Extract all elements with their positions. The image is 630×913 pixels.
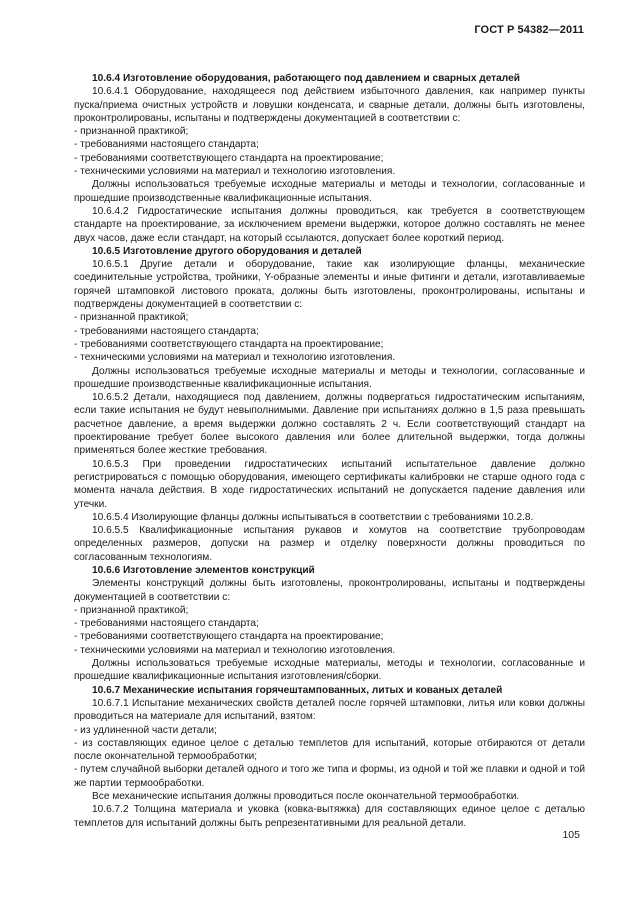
list-item: - требованиями настоящего стандарта;: [74, 139, 259, 151]
document-code-header: ГОСТ Р 54382—2011: [474, 24, 584, 36]
body-paragraph: Должны использоваться требуемые исходные материалы и методы и технологии, согласованные и прошедшие производственные квалификационные испытания.: [74, 365, 585, 390]
body-paragraph: 10.6.7.1 Испытание механических свойств деталей после горячей штамповки, литья или ковки должны проводиться на материале для испытаний, взятом:: [74, 697, 585, 723]
body-paragraph: Должны использоваться требуемые исходные материалы и методы и технологии, согласованные и прошедшие производственные квалификационные испытания.: [74, 179, 585, 204]
document-body: [74, 72, 585, 830]
list-item: - техническими условиями на материал и технологию изготовления.: [74, 352, 396, 364]
list-item: - требованиями настоящего стандарта;: [74, 618, 259, 630]
body-paragraph: 10.6.5.2 Детали, находящиеся под давлением, должны подвергаться гидростатическим испытаниям, если такие испытания не будут невыполнимыми. Давление при испытаниях должно в 1,5 раза превышать расчетное давление, а время выдержки должно составлять 2 ч. Если соответствующий стандарт на проектирование требует более высокого давления или более длительной выдержки, тогда должны применяться более жесткие требования.: [74, 392, 585, 457]
list-item: - требованиями настоящего стандарта;: [74, 325, 259, 337]
list-item: - техническими условиями на материал и технологию изготовления.: [74, 644, 396, 656]
list-item: - требованиями соответствующего стандарта на проектирование;: [74, 338, 384, 350]
list-item: - техническими условиями на материал и технологию изготовления.: [74, 166, 396, 178]
list-item: - путем случайной выборки деталей одного и того же типа и формы, из одной и той же плавки и одной и той же партии термообработки.: [74, 764, 585, 789]
body-paragraph: 10.6.4.2 Гидростатические испытания должны проводиться, как требуется в соответствующем стандарте на проектирование, за исключением времени выдержки, которое должно составлять не менее двух часов, даже если стандарт, на который ссылаются, допускает более короткий период.: [74, 205, 585, 244]
page-number: 105: [562, 829, 580, 841]
list-item: - признанной практикой;: [74, 312, 189, 324]
list-item: - из составляющих единое целое с деталью темплетов для испытаний, которые отбираются от детали после окончательной термообработки;: [74, 737, 585, 763]
body-paragraph: 10.6.5.3 При проведении гидростатических испытаний испытательное давление должно регистрироваться с помощью оборудования, имеющего сертификаты калибровки не старше одного года с момента начала действия. В ходе гидростатических испытаний не допускается падение давления или утечки.: [74, 458, 585, 510]
body-paragraph: Элементы конструкций должны быть изготовлены, проконтролированы, испытаны и подтверждены документацией в соответствии с:: [74, 578, 585, 603]
body-paragraph: Должны использоваться требуемые исходные материалы, методы и технологии, согласованные и прошедшие квалификационные испытания изготовления/сборки.: [74, 658, 585, 683]
body-paragraph: 10.6.7.2 Толщина материала и уковка (ковка-вытяжка) для составляющих единое целое с деталью темплетов для испытаний должны быть репрезентативными для реальной детали.: [74, 804, 585, 829]
list-item: - требованиями соответствующего стандарта на проектирование;: [74, 631, 384, 643]
body-paragraph: 10.6.5.1 Другие детали и оборудование, такие как изолирующие фланцы, механические соединительные устройства, тройники, Y-образные элементы и иные фитинги и детали, изготавливаемые горячей штамповкой листового проката, должны быть изготовлены, проконтролированы, испытаны и подтверждены документацией в соответствии с:: [74, 259, 585, 311]
body-paragraph: 10.6.5.5 Квалификационные испытания рукавов и хомутов на соответствие трубопроводам определенных размеров, допуски на размер и отделку поверхности должны проводиться по согласованным технологиям.: [74, 525, 585, 563]
list-item: - признанной практикой;: [74, 604, 189, 616]
body-paragraph: Все механические испытания должны проводиться после окончательной термообработки.: [92, 791, 520, 803]
section-heading: 10.6.7 Механические испытания горячештампованных, литых и кованых деталей: [92, 684, 503, 696]
list-item: - признанной практикой;: [74, 126, 189, 138]
section-heading: 10.6.4 Изготовление оборудования, работающего под давлением и сварных деталей: [92, 73, 520, 84]
list-item: - требованиями соответствующего стандарта на проектирование;: [74, 152, 384, 164]
list-item: - из удлиненной части детали;: [74, 724, 217, 736]
body-paragraph: 10.6.4.1 Оборудование, находящееся под действием избыточного давления, как например пункты пуска/приема очистных устройств и ловушки конденсата, и сварные детали, должны быть изготовлены, проконтролированы, испытаны и подтверждены документацией в соответствии с:: [74, 86, 585, 124]
section-heading: 10.6.6 Изготовление элементов конструкций: [92, 564, 315, 576]
body-paragraph: 10.6.5.4 Изолирующие фланцы должны испытываться в соответствии с требованиями 10.2.8.: [92, 511, 534, 523]
section-heading: 10.6.5 Изготовление другого оборудования и деталей: [92, 245, 362, 257]
